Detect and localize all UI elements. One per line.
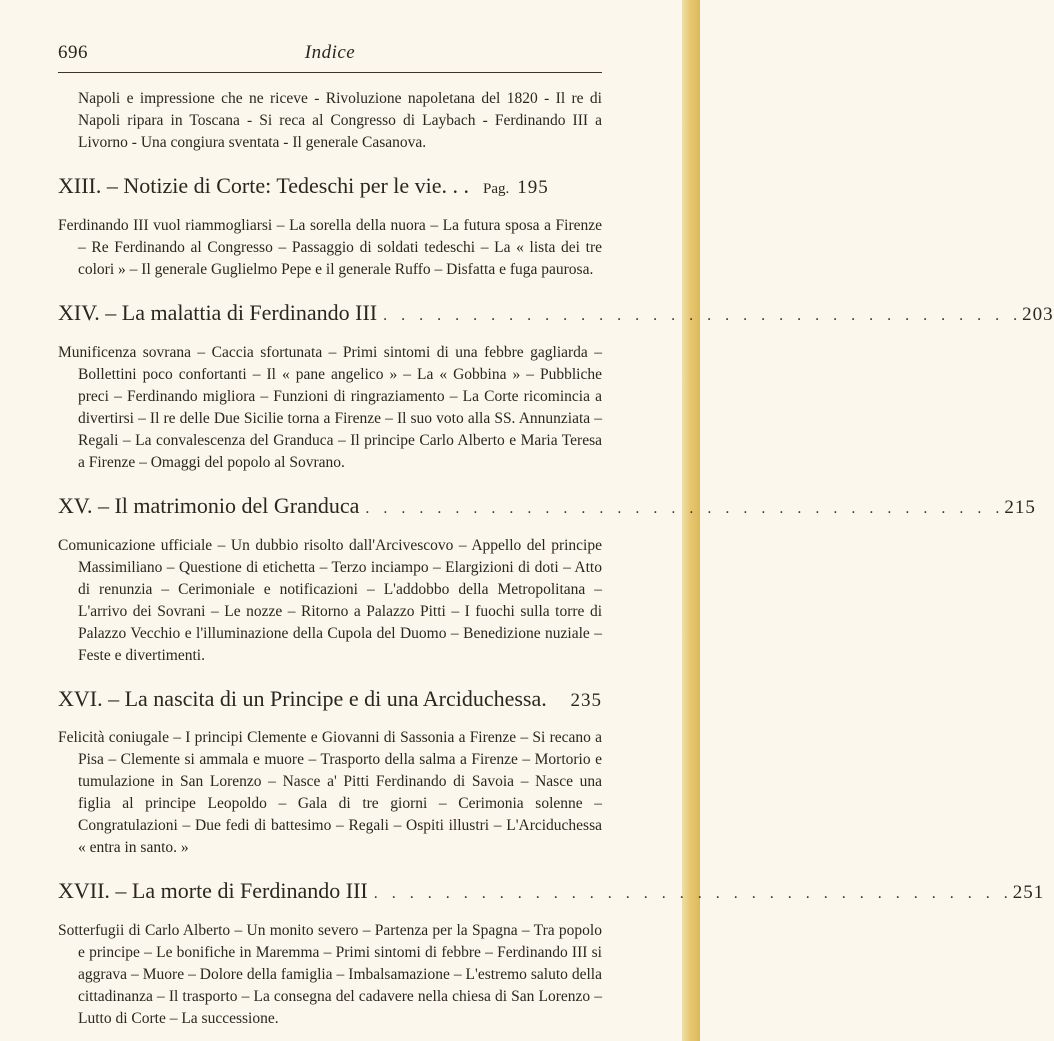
chapter-page: 251	[1012, 882, 1045, 903]
page-label: Pag.	[483, 181, 510, 197]
chapter-summary-xv: Comunicazione ufficiale – Un dubbio risolto dall'Arcivescovo – Appello del principe Massimiliano – Questione di etichetta – Terzo inciampo – Elargizioni di doti – Atto di renunzia – Cerimoniale e notificazioni – L'addobbo della Metropolitana – L'arrivo dei Sovrani – Le nozze – Ritorno a Palazzo Pitti – I fuochi sulla torre di Palazzo Vecchio e l'illuminazione della Cupola del Duomo – Benedizione nuziale – Feste e divertimenti.	[58, 537, 602, 664]
chapter-title: XVI. – La nascita di un Principe e di una Arciduchessa.	[58, 686, 547, 711]
chapter-summary-xvi: Felicità coniugale – I principi Clemente e Giovanni di Sassonia a Firenze – Si recano a Pisa – Clemente si ammala e muore – Trasporto della salma a Firenze – Mortorio e tumulazione in San Lorenzo – Nasce a' Pitti Ferdinando di Savoia – Nasce una figlia al principe Leopoldo – Gala di tre giorni – Cerimonia solenne – Congratulazioni – Due fedi di battesimo – Regali – Ospiti illustri – L'Arciduchessa « entra in santo. »	[58, 729, 602, 856]
chapter-title: XIV. – La malattia di Ferdinando III	[58, 300, 378, 325]
chapter-summary-xiv: Munificenza sovrana – Caccia sfortunata – Primi sintomi di una febbre gagliarda – Bollettini poco confortanti – Il « pane angelico » – La « Gobbina » – Pubbliche preci – Ferdinando migliora – Funzioni di ringraziamento – La Corte ricomincia a divertirsi – Il re delle Due Sicilie torna a Firenze – Il suo voto alla SS. Annunziata – Regali – La convalescenza del Granduca – Il principe Carlo Alberto e Maria Teresa a Firenze – Omaggi del popolo al Sovrano.	[58, 344, 602, 471]
leader-dots: . . . . . . . . . . . . . . . . . . . . . . . . . . . . . . . . . . . .	[383, 307, 1023, 324]
chapter-page: 203	[1022, 304, 1054, 325]
intro-summary: Napoli e impressione che ne riceve - Rivoluzione napoletana del 1820 - Il re di Napoli ripara in Toscana - Si reca al Congresso di Laybach - Ferdinando III a Livorno - Una congiura sventata - Il generale Casanova.	[78, 90, 602, 151]
chapter-summary-xvii: Sotterfugii di Carlo Alberto – Un monito severo – Partenza per la Spagna – Tra popolo e principe – Le bonifiche in Maremma – Primi sintomi di febbre – Ferdinando III si aggrava – Muore – Dolore della famiglia – Imbalsamazione – L'estremo saluto della cittadinanza – Il trasporto – La consegna del cadavere nella chiesa di San Lorenzo – Lutto di Corte – La successione.	[58, 922, 602, 1027]
chapter-page: 235	[570, 690, 602, 711]
chapter-heading-xvii	[58, 876, 1045, 909]
chapter-title: XV. – Il matrimonio del Granduca	[58, 493, 360, 518]
chapter-heading-xv	[58, 491, 1036, 524]
chapter-heading-xiv	[58, 298, 1054, 331]
index-content	[58, 88, 1054, 1030]
leader-dots: . . . . . . . . . . . . . . . . . . . . . . . . . . . . . . . . . . . .	[373, 885, 1013, 902]
chapter-heading-xiii	[58, 171, 602, 204]
chapter-heading-xvi	[58, 684, 602, 716]
chapter-title: XIII. – Notizie di Corte: Tedeschi per le vie. . .	[58, 173, 470, 198]
leader-dots: . . . . . . . . . . . . . . . . . . . . . . . . . . . . . . . . . . . .	[365, 500, 1005, 517]
chapter-page: 215	[1004, 497, 1036, 518]
chapter-page: 195	[517, 177, 549, 198]
chapter-summary-xiii: Ferdinando III vuol riammogliarsi – La sorella della nuora – La futura sposa a Firenze – Re Ferdinando al Congresso – Passaggio di soldati tedeschi – La « lista dei tre colori » – Il generale Guglielmo Pepe e il generale Ruffo – Disfatta e fuga paurosa.	[58, 217, 602, 278]
page-header	[58, 42, 602, 70]
chapter-title: XVII. – La morte di Ferdinando III	[58, 878, 368, 903]
header-rule	[58, 72, 602, 73]
running-title: Indice	[304, 42, 356, 63]
page-number: 696	[58, 42, 88, 63]
